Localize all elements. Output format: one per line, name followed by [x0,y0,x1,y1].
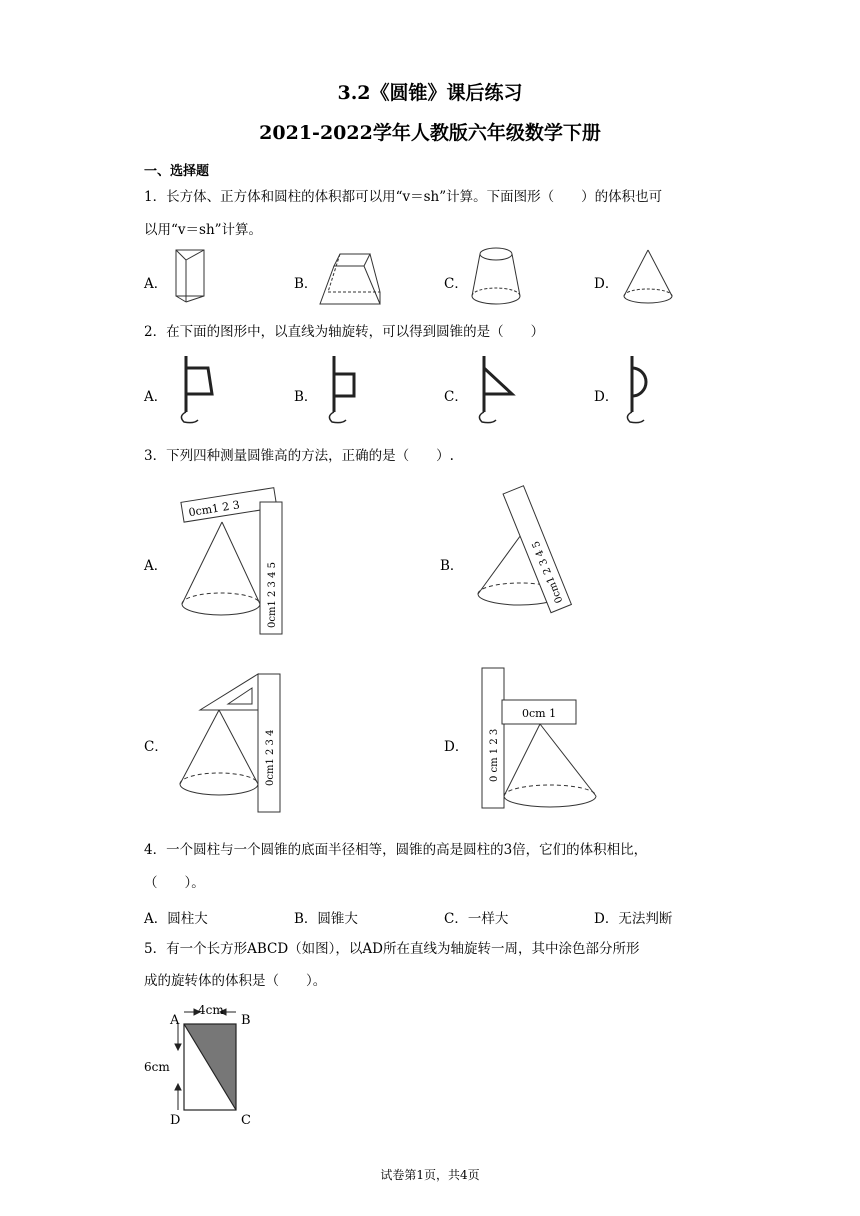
triangle-axis-figure [474,354,524,426]
question-1-line1: 1．长方体、正方体和圆柱的体积都可以用“v＝sh”计算。下面图形（ ）的体积也可 [144,189,663,205]
svg-text:0cm1 2 3 4 5: 0cm1 2 3 4 5 [267,562,278,628]
svg-text:0cm1 2 3 4 5: 0cm1 2 3 4 5 [530,539,566,605]
question-5-line1: 5．有一个长方形ABCD（如图），以AD所在直线为轴旋转一周，其中涂色部分所形 [144,941,640,957]
q3-option-a: A． [144,558,168,574]
q2-option-a: A． [144,389,168,405]
q3-option-c: C． [144,739,168,755]
q1-option-c: C． [444,276,468,292]
svg-text:0cm1 2 3 4: 0cm1 2 3 4 [265,729,276,786]
q3-option-b: B． [440,558,464,574]
measure-figure-d [480,666,604,814]
svg-text:4cm: 4cm [198,1003,224,1017]
q4-option-a: A．圆柱大 [144,911,208,927]
q1-option-a: A． [144,276,168,292]
q1-option-b: B． [294,276,318,292]
cone-figure [620,246,676,310]
question-1-line2: 以用“v＝sh”计算。 [144,222,263,238]
frustum-figure [318,248,388,308]
q3-option-d: D． [444,739,469,755]
rectangle-abcd-figure [140,1002,270,1132]
svg-text:D: D [170,1113,181,1128]
page-footer: 试卷第1页，共4页 [380,1168,480,1182]
question-2: 2．在下面的图形中，以直线为轴旋转，可以得到圆锥的是（ ） [144,324,545,340]
truncated-cone-figure [466,244,528,310]
svg-text:0cm 1: 0cm 1 [522,707,557,720]
q2-option-d: D． [594,389,619,405]
triangular-prism-figure [168,246,218,308]
q4-option-d: D．无法判断 [594,911,673,927]
svg-text:C: C [241,1113,251,1128]
trapezoid-axis-figure [176,354,216,426]
measure-figure-a [172,488,288,638]
q1-option-d: D． [594,276,619,292]
svg-text:B: B [241,1013,251,1028]
measure-figure-c [172,670,288,816]
q2-option-b: B． [294,389,318,405]
question-3: 3．下列四种测量圆锥高的方法，正确的是（ ）. [144,448,454,464]
svg-text:A: A [170,1013,180,1028]
question-4-line1: 4．一个圆柱与一个圆锥的底面半径相等，圆锥的高是圆柱的3倍，它们的体积相比， [144,842,648,858]
svg-text:6cm: 6cm [144,1060,170,1074]
measure-figure-b [470,490,590,620]
question-5-line2: 成的旋转体的体积是（ ）。 [144,973,327,989]
q4-option-c: C．一样大 [444,911,509,927]
rectangle-axis-figure [324,354,364,426]
svg-text:0 cm 1 2 3: 0 cm 1 2 3 [489,728,500,782]
section-heading: 一、选择题 [144,164,210,179]
q2-option-c: C． [444,389,468,405]
semicircle-axis-figure [622,354,662,426]
page-title: 3.2《圆锥》课后练习 [337,82,523,104]
svg-text:0cm1 2 3: 0cm1 2 3 [187,498,241,520]
page-subtitle: 2021-2022学年人教版六年级数学下册 [259,122,601,144]
q4-option-b: B．圆锥大 [294,911,358,927]
question-4-line2: （ ）。 [144,875,205,891]
